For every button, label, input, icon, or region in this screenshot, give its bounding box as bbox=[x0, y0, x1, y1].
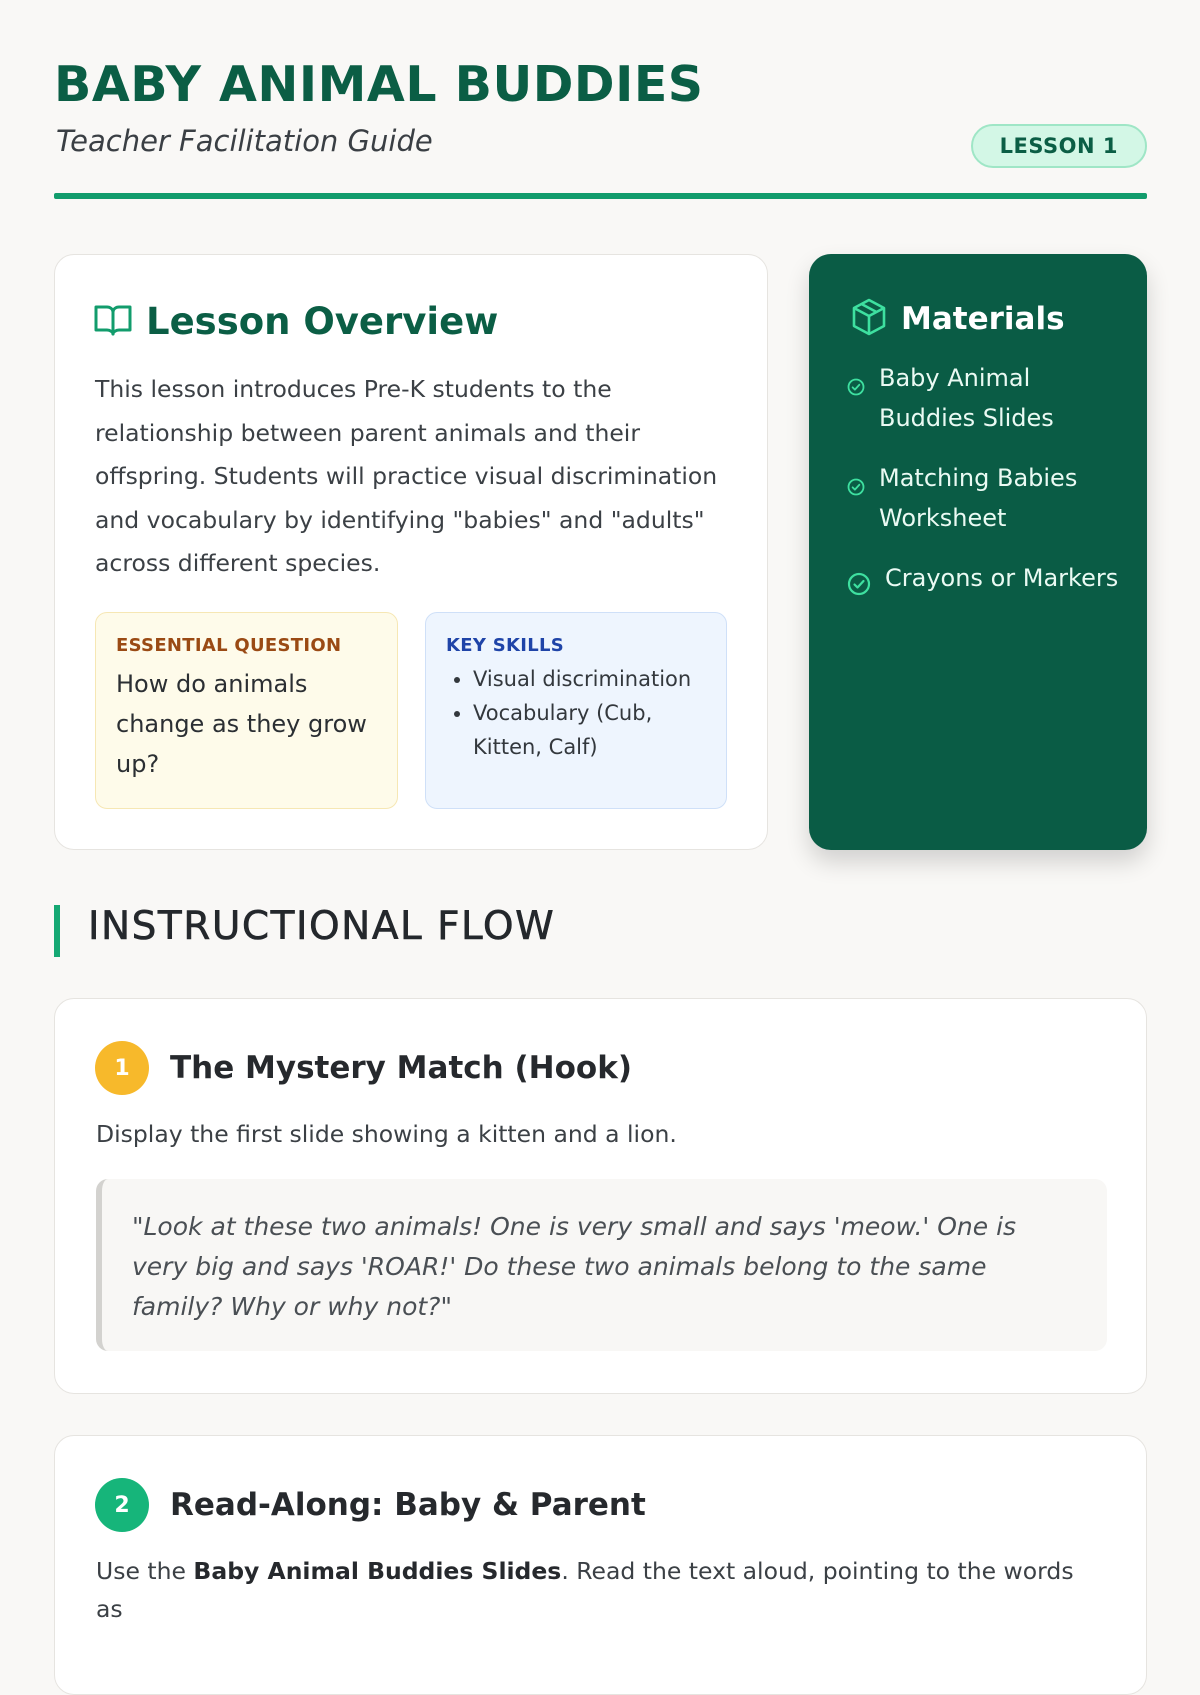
step-card-1 bbox=[54, 998, 1147, 1394]
materials-item-label: Crayons or Markers bbox=[885, 564, 1119, 592]
header-divider bbox=[54, 193, 1147, 199]
materials-card bbox=[809, 254, 1147, 850]
step-number-badge: 2 bbox=[95, 1478, 149, 1532]
check-circle-icon bbox=[847, 368, 865, 408]
package-icon bbox=[851, 298, 887, 340]
page-subtitle: Teacher Facilitation Guide bbox=[56, 124, 433, 158]
lesson-badge: LESSON 1 bbox=[971, 124, 1147, 168]
page-title: BABY ANIMAL BUDDIES bbox=[54, 56, 704, 113]
teacher-script-quote: "Look at these two animals! One is very small and says 'meow.' One is very big and says 'ROAR!' Do these two animals belong to the same family? Why or why not?" bbox=[96, 1179, 1107, 1351]
essential-question-text: How do animals change as they grow up? bbox=[116, 670, 367, 778]
key-skill-item: • Visual discrimination bbox=[473, 662, 706, 696]
open-book-icon bbox=[94, 303, 132, 341]
step-card-2 bbox=[54, 1435, 1147, 1695]
step-heading bbox=[95, 1041, 632, 1095]
lesson-guide-page bbox=[54, 0, 1147, 1623]
key-skills-box bbox=[425, 612, 727, 809]
materials-item-label: Baby Animal Buddies Slides bbox=[879, 364, 1054, 432]
step-title: Read-Along: Baby & Parent bbox=[170, 1487, 646, 1523]
key-skill-item: • Vocabulary (Cub, Kitten, Calf) bbox=[473, 696, 706, 764]
check-circle-icon bbox=[847, 468, 865, 508]
step-text-part: Use the bbox=[96, 1557, 194, 1585]
step-heading bbox=[95, 1478, 646, 1532]
essential-question-box bbox=[95, 612, 398, 809]
materials-item-label: Matching Babies Worksheet bbox=[879, 464, 1078, 532]
materials-title: Materials bbox=[901, 301, 1065, 337]
check-circle-icon bbox=[847, 568, 871, 608]
lesson-overview-heading bbox=[94, 300, 498, 343]
key-skills-label: KEY SKILLS bbox=[446, 635, 565, 656]
page-header bbox=[54, 0, 1147, 200]
materials-item bbox=[847, 558, 1127, 608]
materials-heading bbox=[851, 298, 1065, 340]
essential-question-label: ESSENTIAL QUESTION bbox=[116, 635, 342, 656]
materials-item bbox=[847, 358, 1127, 438]
section-accent-bar bbox=[54, 905, 60, 957]
step-text-part: . Read the text aloud, pointing to the words as bbox=[96, 1557, 1074, 1623]
key-skills-list bbox=[446, 662, 706, 764]
step-number-badge: 1 bbox=[95, 1041, 149, 1095]
lesson-overview-text: This lesson introduces Pre-K students to the relationship between parent animals and their offspring. Students will practice visual discrimination and vocabulary by identifying "babies" and "adults" across different species. bbox=[95, 375, 718, 577]
step-text: Display the first slide showing a kitten and a lion. bbox=[96, 1120, 677, 1148]
section-title: INSTRUCTIONAL FLOW bbox=[88, 904, 556, 949]
slides-reference: Baby Animal Buddies Slides bbox=[193, 1557, 562, 1585]
lesson-overview-title: Lesson Overview bbox=[146, 300, 499, 343]
materials-list bbox=[847, 358, 1127, 628]
step-title: The Mystery Match (Hook) bbox=[170, 1050, 632, 1086]
step-text bbox=[96, 1552, 1106, 1628]
materials-item bbox=[847, 458, 1127, 538]
